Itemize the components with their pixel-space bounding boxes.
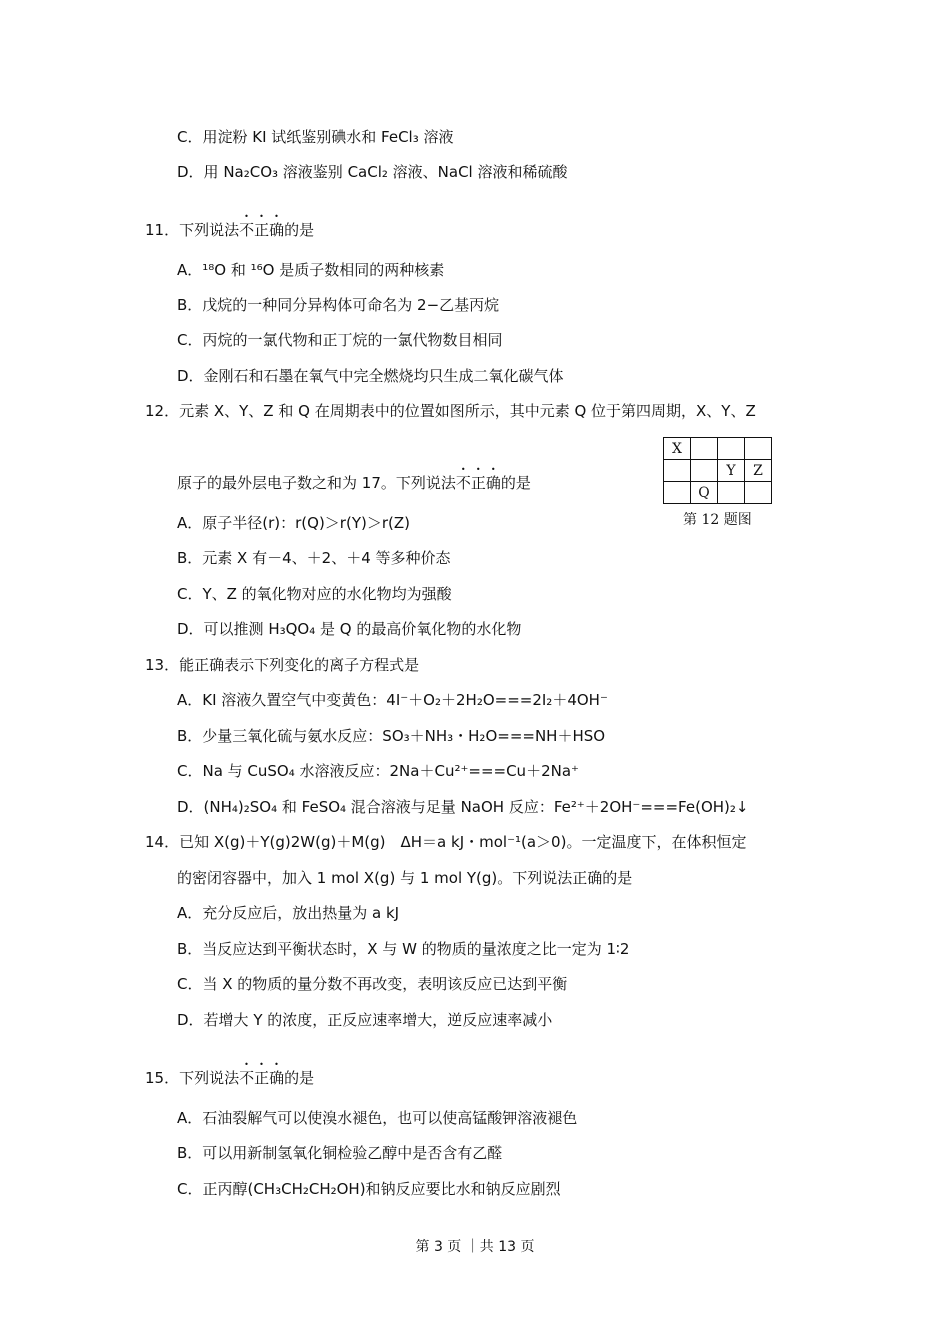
q13-option-d: D．(NH₄)₂SO₄ 和 FeSO₄ 混合溶液与足量 NaOH 反应：Fe²⁺＋2OH⁻===Fe(OH)₂↓ [177,798,749,816]
question-15-stem [145,1060,314,1088]
q14-option-c: C．当 X 的物质的量分数不再改变，表明该反应已达到平衡 [177,975,568,993]
prev-option-d: D．用 Na₂CO₃ 溶液鉴别 CaCl₂ 溶液、NaCl 溶液和稀硫酸 [177,163,568,181]
stem-text: 的是 [284,1069,315,1087]
grid-cell: X [664,438,691,460]
question-13-stem [145,655,419,675]
question-11-stem [145,212,314,240]
q11-option-c: C．丙烷的一氯代物和正丁烷的一氯代物数目相同 [177,331,503,349]
q14-option-b: B．当反应达到平衡状态时，X 与 W 的物质的量浓度之比一定为 1∶2 [177,940,630,958]
question-14-stem-line2: 的密闭容器中，加入 1 mol X(g) 与 1 mol Y(g)。下列说法正确的是 [177,869,633,887]
stem-text: 下列说法 [179,221,240,239]
prev-option-c: C．用淀粉 KI 试纸鉴别碘水和 FeCl₃ 溶液 [177,128,454,146]
periodic-table-figure [663,437,772,504]
grid-cell [745,438,772,460]
question-number: 13． [145,656,180,674]
q13-option-a: A．KI 溶液久置空气中变黄色：4I⁻＋O₂＋2H₂O===2I₂＋4OH⁻ [177,691,608,709]
emphasis-text: 不正确 [239,221,285,239]
stem-text: 元素 X、Y、Z 和 Q 在周期表中的位置如图所示，其中元素 Q 位于第四周期，X、Y、Z [179,402,756,420]
grid-cell [691,438,718,460]
question-number: 11． [145,221,180,239]
q15-option-a: A．石油裂解气可以使溴水褪色，也可以使高锰酸钾溶液褪色 [177,1109,578,1127]
q11-option-a: A．¹⁸O 和 ¹⁶O 是质子数相同的两种核素 [177,261,445,279]
page-footer: 第 3 页 ｜共 13 页 [415,1239,535,1255]
question-number: 15． [145,1069,180,1087]
grid-cell: Y [718,460,745,482]
q13-option-b: B．少量三氧化硫与氨水反应：SO₃＋NH₃・H₂O===NH＋HSO [177,727,606,745]
q11-option-d: D．金刚石和石墨在氧气中完全燃烧均只生成二氧化碳气体 [177,367,564,385]
q15-option-b: B．可以用新制氢氧化铜检验乙醇中是否含有乙醛 [177,1144,503,1162]
q11-option-b: B．戊烷的一种同分异构体可命名为 2−乙基丙烷 [177,296,500,314]
grid-cell: Q [691,482,718,504]
question-number: 14． [145,833,180,851]
q12-option-d: D．可以推测 H₃QO₄ 是 Q 的最高价氧化物的水化物 [177,620,522,638]
grid-cell [718,482,745,504]
question-14-stem-line1 [145,832,746,852]
figure-caption: 第 12 题图 [683,512,752,528]
question-12-stem-line2 [177,465,531,493]
q14-option-a: A．充分反应后，放出热量为 a kJ [177,904,400,922]
stem-text: 已知 X(g)＋Y(g)2W(g)＋M(g) ΔH＝a kJ・mol⁻¹(a＞0)。一定温度下，在体积恒定 [179,833,747,851]
grid-cell [691,460,718,482]
emphasis-text: 不正确 [239,1069,285,1087]
q15-option-c: C．正丙醇(CH₃CH₂CH₂OH)和钠反应要比水和钠反应剧烈 [177,1180,561,1198]
emphasis-text: 不正确 [455,474,501,492]
grid-cell: Z [745,460,772,482]
stem-text: 能正确表示下列变化的离子方程式是 [179,656,420,674]
question-number: 12． [145,402,180,420]
grid-cell [664,460,691,482]
q12-option-a: A．原子半径(r)：r(Q)＞r(Y)＞r(Z) [177,514,410,532]
question-12-stem-line1 [145,401,756,421]
grid-cell [745,482,772,504]
grid-cell [718,438,745,460]
q12-option-b: B．元素 X 有－4、＋2、＋4 等多种价态 [177,549,451,567]
stem-text: 原子的最外层电子数之和为 17。下列说法 [177,474,456,492]
stem-text: 下列说法 [179,1069,240,1087]
q12-option-c: C．Y、Z 的氧化物对应的水化物均为强酸 [177,585,452,603]
q14-option-d: D．若增大 Y 的浓度，正反应速率增大，逆反应速率减小 [177,1011,553,1029]
stem-text: 的是 [284,221,315,239]
grid-cell [664,482,691,504]
q13-option-c: C．Na 与 CuSO₄ 水溶液反应：2Na＋Cu²⁺===Cu＋2Na⁺ [177,762,579,780]
stem-text: 的是 [500,474,531,492]
